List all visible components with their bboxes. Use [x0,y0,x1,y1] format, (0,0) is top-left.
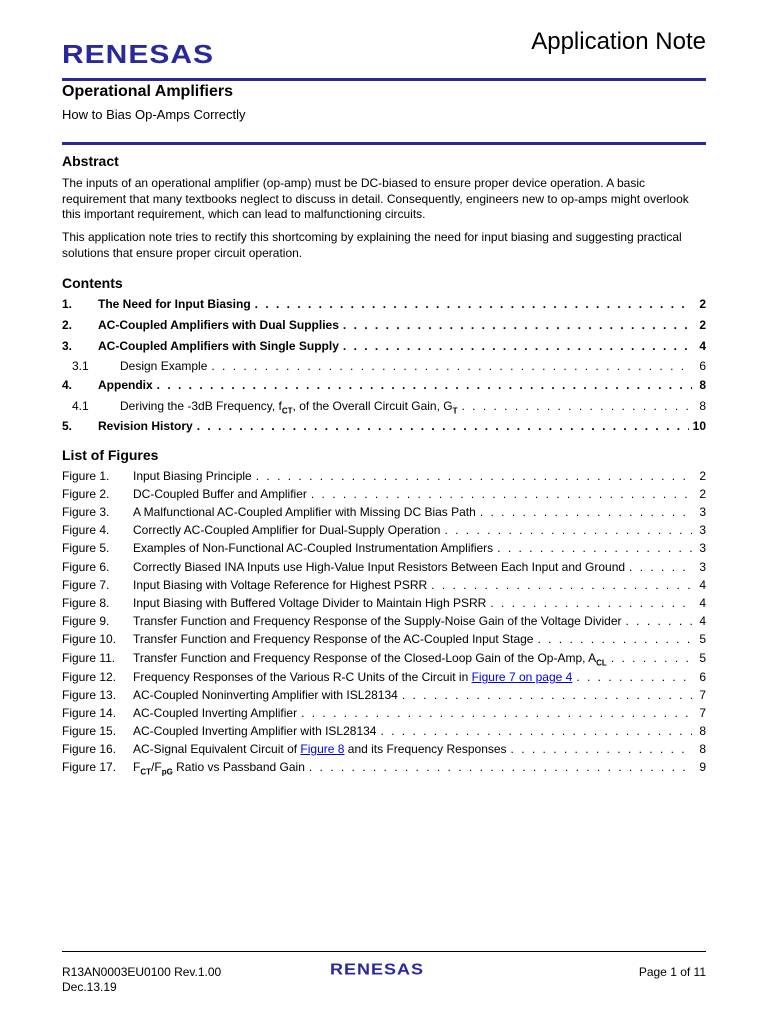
toc-entry[interactable] [62,419,706,434]
toc-number: 2. [62,318,73,332]
header-rule [62,78,706,81]
leader-dots [497,541,692,555]
leader-dots [255,297,692,311]
figure-entry[interactable] [62,560,706,575]
figure-entry[interactable] [62,505,706,520]
figure-entry[interactable] [62,760,706,775]
figure-entry[interactable] [62,487,706,502]
figure-number: Figure 7. [62,578,110,592]
figure-label: AC-Coupled Noninverting Amplifier with ISL28134 [133,688,398,702]
figure-entry[interactable] [62,469,706,484]
figure-page: 5 [699,651,706,665]
leader-dots [611,651,692,665]
leader-dots [197,419,689,433]
toc-number: 3.1 [72,359,89,373]
leader-dots [490,596,692,610]
figure-label: Transfer Function and Frequency Response of the Closed-Loop Gain of the Op-Amp, $A_{CL}$ [133,651,607,668]
toc-entry[interactable] [62,339,706,354]
figure-number: Figure 15. [62,724,117,738]
document-date: Dec.13.19 [62,980,117,994]
figure-number: Figure 11. [62,651,116,665]
figure-number: Figure 4. [62,523,110,537]
figure-label: Transfer Function and Frequency Response of the AC-Coupled Input Stage [133,632,534,646]
figure-number: Figure 5. [62,541,110,555]
figure-label: Correctly AC-Coupled Amplifier for Dual-Supply Operation [133,523,441,537]
figure-entry[interactable] [62,706,706,721]
figure-page: 5 [699,632,706,646]
toc-label: AC-Coupled Amplifiers with Dual Supplies [98,318,339,332]
toc-subentry[interactable] [62,359,706,374]
leader-dots [211,359,692,373]
figure-label: Input Biasing with Buffered Voltage Divider to Maintain High PSRR [133,596,487,610]
figure-entry[interactable] [62,670,706,685]
figure-entry[interactable] [62,724,706,739]
toc-page: 2 [699,297,706,311]
figure-number: Figure 2. [62,487,110,501]
figure-entry[interactable] [62,614,706,629]
figure-label: Input Biasing Principle [133,469,252,483]
toc-page: 8 [699,378,706,392]
figure-number: Figure 17. [62,760,117,774]
toc-page: 6 [699,359,706,373]
document-number: R13AN0003EU0100 Rev.1.00 [62,965,222,979]
figure-entry[interactable] [62,541,706,556]
toc-label: AC-Coupled Amplifiers with Single Supply [98,339,339,353]
toc-page: 4 [699,339,706,353]
toc-page: 2 [699,318,706,332]
leader-dots [511,742,692,756]
leader-dots [343,339,692,353]
figure-8-link[interactable]: Figure 8 [300,742,345,756]
figure-number: Figure 13. [62,688,117,702]
figure-page: 9 [699,760,706,774]
figure-label: Frequency Responses of the Various R-C Units of the Circuit in Figure 7 on page 4 [133,670,573,684]
figure-number: Figure 9. [62,614,110,628]
figure-number: Figure 14. [62,706,117,720]
toc-page: 10 [692,419,706,433]
figure-entry[interactable] [62,578,706,593]
leader-dots [444,523,692,537]
figure-page: 4 [699,596,706,610]
figure-entry[interactable] [62,742,706,757]
toc-number: 4. [62,378,73,392]
figure-label: $F_{CT}/F_{pG}$ Ratio vs Passband Gain [133,760,305,777]
leader-dots [157,378,692,392]
toc-number: 5. [62,419,73,433]
leader-dots [461,399,692,413]
figure-entry[interactable] [62,596,706,611]
contents-heading: Contents [62,275,123,291]
toc-label: The Need for Input Biasing [98,297,251,311]
leader-dots [256,469,692,483]
leader-dots [380,724,692,738]
figure-number: Figure 16. [62,742,117,756]
toc-subentry[interactable] [62,399,706,414]
figure-entry[interactable] [62,632,706,647]
figure-page: 4 [699,578,706,592]
figure-page: 8 [699,724,706,738]
leader-dots [629,560,692,574]
figure-number: Figure 10. [62,632,117,646]
figure-page: 7 [699,688,706,702]
figure-page: 3 [699,560,706,574]
figure-page: 2 [699,469,706,483]
leader-dots [309,760,692,774]
figure-page: 8 [699,742,706,756]
figure-label: DC-Coupled Buffer and Amplifier [133,487,307,501]
figure-page: 2 [699,487,706,501]
leader-dots [343,318,692,332]
figure-label: Transfer Function and Frequency Response of the Supply-Noise Gain of the Voltage Divider [133,614,622,628]
leader-dots [301,706,692,720]
toc-entry[interactable] [62,378,706,393]
abstract-paragraph-2: This application note tries to rectify this shortcoming by explaining the need for input biasing and suggesting practical solutions that ensure proper circuit operation. [62,230,682,260]
figure-entry[interactable] [62,651,706,666]
toc-entry[interactable] [62,297,706,312]
page-number: Page 1 of 11 [638,965,706,979]
figure-number: Figure 12. [62,670,117,684]
leader-dots [311,487,692,501]
toc-page: 8 [699,399,706,413]
title-rule [62,142,706,145]
renesas-logo: RENESAS [62,41,215,70]
figure-page: 7 [699,706,706,720]
figure-label: AC-Coupled Inverting Amplifier [133,706,298,720]
abstract-heading: Abstract [62,153,119,169]
figures-heading: List of Figures [62,447,159,463]
figure-label: A Malfunctional AC-Coupled Amplifier with Missing DC Bias Path [133,505,476,519]
leader-dots [431,578,692,592]
figure-label: AC-Signal Equivalent Circuit of Figure 8 and its Frequency Responses [133,742,507,756]
leader-dots [626,614,693,628]
toc-entry[interactable] [62,318,706,333]
page-title: Operational Amplifiers [62,83,233,100]
toc-label: Revision History [98,419,193,433]
leader-dots [576,670,692,684]
figure-page: 3 [699,505,706,519]
figure-number: Figure 6. [62,560,110,574]
leader-dots [402,688,692,702]
toc-label: Appendix [98,378,153,392]
toc-label: Deriving the -3dB Frequency, $f_{CT}$, of the Overall Circuit Gain, $G_T$ [120,399,458,416]
figure-page: 3 [699,523,706,537]
toc-label: Design Example [120,359,208,373]
footer-rule [62,951,706,952]
figure-page: 3 [699,541,706,555]
leader-dots [480,505,692,519]
toc-number: 1. [62,297,73,311]
figure-number: Figure 1. [62,469,110,483]
figure-page: 6 [699,670,706,684]
figure-7-link[interactable]: Figure 7 on page 4 [471,670,573,684]
leader-dots [537,632,692,646]
document-type: Application Note [531,28,706,55]
toc-number: 4.1 [72,399,89,413]
figure-label: Examples of Non-Functional AC-Coupled Instrumentation Amplifiers [133,541,494,555]
toc-number: 3. [62,339,73,353]
figure-page: 4 [699,614,706,628]
figure-number: Figure 8. [62,596,110,610]
figure-entry[interactable] [62,523,706,538]
figure-number: Figure 3. [62,505,110,519]
abstract-paragraph-1: The inputs of an operational amplifier (op-amp) must be DC-biased to ensure proper device operation. A basic requirement that many textbooks neglect to discuss in detail. Consequently, engineers new to op-amps might overlook this important requirement, which can lead to malfunctioning circuits. [62,176,689,221]
figure-entry[interactable] [62,688,706,703]
renesas-footer-logo: RENESAS [330,961,425,978]
page-subtitle: How to Bias Op-Amps Correctly [62,107,246,122]
figure-label: Correctly Biased INA Inputs use High-Value Input Resistors Between Each Input and Ground [133,560,626,574]
figure-label: Input Biasing with Voltage Reference for Highest PSRR [133,578,428,592]
figure-label: AC-Coupled Inverting Amplifier with ISL28134 [133,724,377,738]
